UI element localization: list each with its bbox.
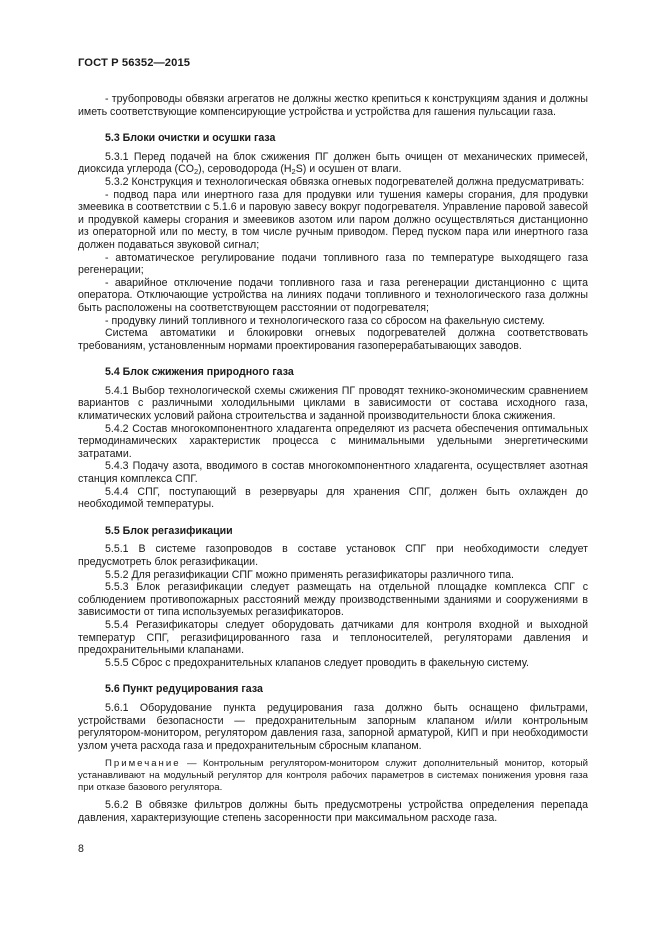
document-body bbox=[78, 93, 588, 824]
paragraph-5-6-1: 5.6.1 Оборудование пункта редуцирования газа должно быть оснащено фильтрами, устройствами безопасности — предохранительным запорным клапаном и/или контрольным регулятором-монитором, регулятором давления газа, запорной арматурой, КИП и при необходимости узлом учета расхода газа и предохранительным сбросным клапаном. bbox=[78, 701, 588, 752]
paragraph-5-3-1-part-b: ), сероводорода (H bbox=[198, 163, 292, 176]
note bbox=[78, 758, 588, 793]
paragraph-5-3-1 bbox=[78, 151, 588, 176]
subscript-co2: 2 bbox=[193, 167, 199, 177]
paragraph-5-3-1-part-c: S) и осушен от влаги. bbox=[295, 163, 402, 176]
paragraph-5-4-1: 5.4.1 Выбор технологической схемы сжижения ПГ проводят технико-экономическим сравнением вариантов с различными холодильными циклами в зависимости от состава исходного газа, климатических условий района строительства и заданной производительности блока сжижения. bbox=[78, 384, 588, 423]
paragraph-5-4-4: 5.4.4 СПГ, поступающий в резервуары для хранения СПГ, должен быть охлажден до необходимой температуры. bbox=[78, 485, 588, 511]
paragraph-5-4-2: 5.4.2 Состав многокомпонентного хладагента определяют из расчета обеспечения оптимальных термодинамических характеристик процесса с минимальными удельными энергетическими затратами. bbox=[78, 422, 588, 460]
list-item-emergency-shutdown: - аварийное отключение подачи топливного газа и газа регенерации дистанционно с щита оператора. Отключающие устройства на линиях подачи топливного и технологического газа должны быть расположены на соответствующем расстоянии от подогревателя; bbox=[78, 276, 588, 314]
intro-paragraph: - трубопроводы обвязки агрегатов не должны жестко крепиться к конструкциям здания и должны иметь соответствующие компенсирующие устройства и устройства для гашения пульсации газа. bbox=[78, 93, 588, 118]
paragraph-5-4-3: 5.4.3 Подачу азота, вводимого в состав многокомпонентного хладагента, осуществляет азотная станция комплекса СПГ. bbox=[78, 460, 588, 486]
note-text: — Контрольным регулятором-монитором служит дополнительный монитор, который устанавливают на модульный регулятор для контроля рабочих параметров в системах понижения уровня газа при отказе базового регулятора. bbox=[78, 758, 588, 793]
section-heading-5-6: 5.6 Пункт редуцирования газа bbox=[105, 683, 263, 696]
paragraph-5-5-5: 5.5.5 Сброс с предохранительных клапанов следует проводить в факельную систему. bbox=[105, 656, 529, 669]
subscript-h2s: 2 bbox=[291, 167, 296, 177]
document-header: ГОСТ Р 56352—2015 bbox=[78, 57, 191, 69]
paragraph-5-3-1-part-a: 5.3.1 Перед подачей на блок сжижения ПГ должен быть очищен от механических примесей, диоксида углерода (CO bbox=[78, 150, 588, 176]
paragraph-5-3-2: 5.3.2 Конструкция и технологическая обвязка огневых подогревателей должна предусматривать: bbox=[105, 175, 585, 188]
section-heading-5-4: 5.4 Блок сжижения природного газа bbox=[105, 366, 294, 379]
list-item-line-purge: - продувку линий топливного и технологического газа со сбросом на факельную систему. bbox=[105, 314, 545, 327]
section-heading-5-3: 5.3 Блоки очистки и осушки газа bbox=[105, 132, 276, 145]
note-label: Примечание bbox=[105, 758, 181, 770]
paragraph-automation: Система автоматики и блокировки огневых подогревателей должна соответствовать требованиям, установленным нормами проектирования газоперерабатывающих заводов. bbox=[78, 327, 588, 352]
paragraph-5-5-3: 5.5.3 Блок регазификации следует размещать на отдельной площадке комплекса СПГ с соблюдением противопожарных расстояний между производственными зданиями и сооружениями в зависимости от типа используемых регазификаторов. bbox=[78, 581, 588, 619]
list-item-auto-regulation: - автоматическое регулирование подачи топливного газа по температуре выходящего газа регенерации; bbox=[78, 251, 588, 277]
section-heading-5-5: 5.5 Блок регазификации bbox=[105, 524, 233, 537]
paragraph-5-5-1: 5.5.1 В системе газопроводов в составе установок СПГ при необходимости следует предусмотреть блок регазификации. bbox=[78, 543, 588, 568]
paragraph-5-5-4: 5.5.4 Регазификаторы следует оборудовать датчиками для контроля входной и выходной температур СПГ, регазифицированного газа и теплоносителей, регуляторами давления и предохранительными клапанами. bbox=[78, 618, 588, 657]
page-number: 8 bbox=[78, 843, 84, 855]
paragraph-5-5-2: 5.5.2 Для регазификации СПГ можно применять регазификаторы различного типа. bbox=[105, 568, 514, 581]
paragraph-5-6-2: 5.6.2 В обвязке фильтров должны быть предусмотрены устройства определения перепада давления, характеризующие степень засоренности при максимальном расходе газа. bbox=[78, 799, 588, 824]
list-item-steam-purge: - подвод пара или инертного газа для продувки или тушения камеры сгорания, для продувки змеевика в соответствии с 5.1.6 и паровую завесу вокруг подогревателя. Управление паровой завесой и продувкой камеры сгорания и змеевиков азотом или паром должно осуществляться дистанционно из операторной или по месту, в том числе ручным приводом. Перед пуском пара или инертного газа должен подаваться звуковой сигнал; bbox=[78, 188, 588, 251]
